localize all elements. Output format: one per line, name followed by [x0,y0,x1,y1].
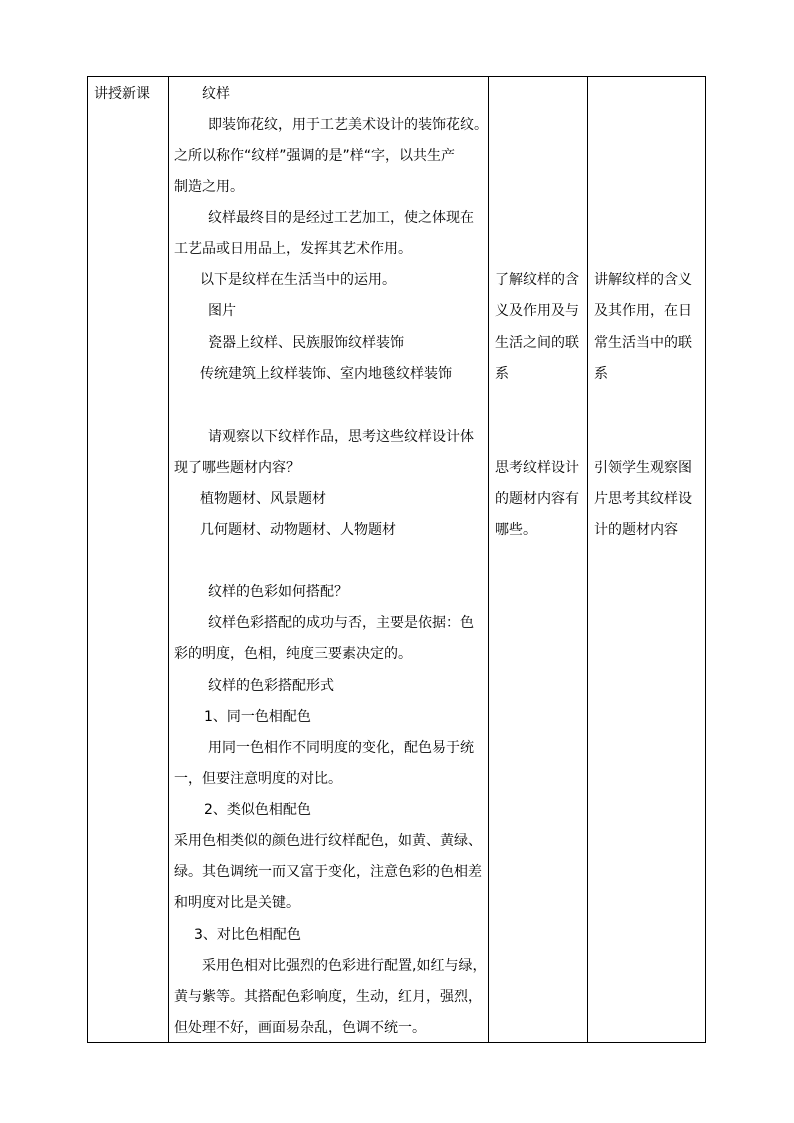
content-line: 但处理不好，画面易杂乱，色调不统一。 [174,1020,426,1036]
student-line: 的题材内容有 [495,491,579,507]
content-line: 现了哪些题材内容？ [174,460,300,476]
column-divider [168,77,169,1042]
content-line: 请观察以下纹样作品，思考这些纹样设计体 [208,429,474,445]
content-line: 图片 [208,303,236,319]
column-divider [587,77,588,1042]
content-line: 3、对比色相配色 [194,927,301,943]
content-line: 纹样色彩搭配的成功与否，主要是依据：色 [208,615,474,631]
content-line: 之所以称作“纹样”强调的是”样“字，以共生产 [174,148,456,164]
content-line: 纹样最终目的是经过工艺加工，使之体现在 [208,210,474,226]
content-line: 和明度对比是关键。 [174,895,300,911]
content-line: 黄与紫等。其搭配色彩响度，生动，红月，强烈， [174,989,482,1005]
teacher-line: 系 [594,366,608,382]
content-line: 采用色相类似的颜色进行纹样配色，如黄、黄绿、 [174,833,482,849]
content-line: 纹样的色彩搭配形式 [208,678,334,694]
content-line: 工艺品或日用品上，发挥其艺术作用。 [174,241,412,257]
content-line: 植物题材、风景题材 [200,491,326,507]
teacher-line: 计的题材内容 [594,522,678,538]
content-line: 1、同一色相配色 [204,709,311,725]
content-line: 纹样 [202,86,230,102]
teacher-line: 及其作用，在日 [594,303,692,319]
student-line: 生活之间的联 [495,335,579,351]
content-line: 用同一色相作不同明度的变化，配色易于统 [208,740,474,756]
content-line: 绿。其色调统一而又富于变化，注意色彩的色相差 [174,864,482,880]
column-divider [488,77,489,1042]
content-line: 纹样的色彩如何搭配？ [208,584,348,600]
content-line: 彩的明度，色相，纯度三要素决定的。 [174,646,412,662]
content-line: 几何题材、动物题材、人物题材 [200,522,396,538]
content-line: 即装饰花纹，用于工艺美术设计的装饰花纹。 [208,117,488,133]
student-line: 哪些。 [495,522,537,538]
section-label: 讲授新课 [94,86,150,102]
teacher-line: 常生活当中的联 [594,335,692,351]
content-line: 传统建筑上纹样装饰、室内地毯纹样装饰 [200,366,452,382]
teacher-line: 片思考其纹样设 [594,491,692,507]
content-line: 制造之用。 [174,179,244,195]
student-line: 了解纹样的含 [495,272,579,288]
content-line: 采用色相对比强烈的色彩进行配置,如红与绿， [202,958,487,974]
lesson-table [87,76,706,1043]
teacher-line: 引领学生观察图 [594,460,692,476]
student-line: 思考纹样设计 [495,460,579,476]
student-line: 系 [495,366,509,382]
content-line: 瓷器上纹样、民族服饰纹样装饰 [208,335,404,351]
content-line: 2、类似色相配色 [204,802,311,818]
teacher-line: 讲解纹样的含义 [594,272,692,288]
student-line: 义及作用及与 [495,303,579,319]
content-line: 一，但要注意明度的对比。 [174,771,342,787]
content-line: 以下是纹样在生活当中的运用。 [200,272,396,288]
